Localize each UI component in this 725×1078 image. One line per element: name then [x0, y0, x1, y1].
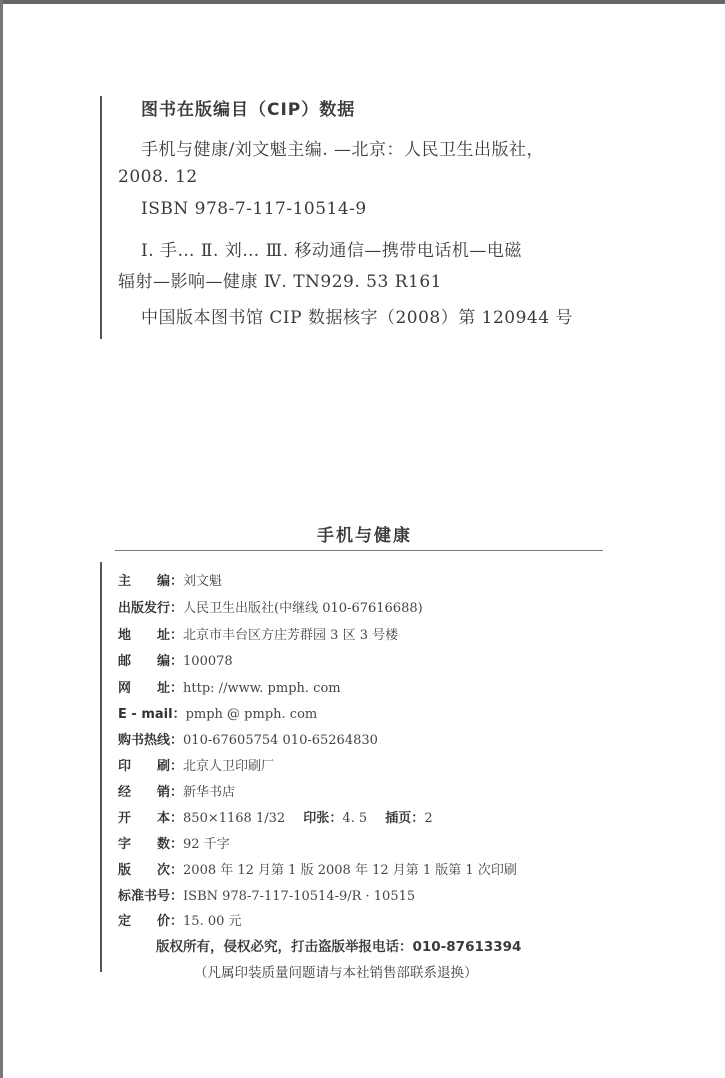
editor-value: 刘文魁	[183, 574, 223, 589]
sheets-value: 4. 5	[342, 811, 368, 826]
website-value: http: //www. pmph. com	[183, 681, 341, 696]
postcode-value: 100078	[183, 654, 233, 669]
info-row-standard-number: 标准书号：ISBN 978-7-117-10514-9/R · 10515	[118, 885, 415, 904]
address-label: 地 址	[118, 628, 171, 643]
info-left-rule	[100, 562, 102, 972]
info-row-words: 字 数：92 千字	[118, 833, 230, 852]
info-row-hotline: 购书热线：010-67605754 010-65264830	[118, 729, 378, 748]
copyright-notice: 版权所有，侵权必究，打击盗版举报电话：010-87613394	[156, 939, 522, 955]
cip-line-verification: 中国版本图书馆 CIP 数据核字（2008）第 120944 号	[141, 308, 573, 328]
cip-line-date: 2008. 12	[118, 167, 198, 187]
plates-value: 2	[424, 811, 433, 826]
price-value: 15. 00 元	[183, 914, 242, 929]
cip-left-rule	[100, 96, 102, 339]
info-row-format: 开 本：850×1168 1/32 印张：4. 5 插页：2	[118, 807, 433, 826]
distributor-label: 经 销	[118, 785, 171, 800]
sheets-label: 印张	[303, 811, 330, 826]
publisher-value: 人民卫生出版社(中继线 010-67616688)	[183, 601, 423, 616]
book-title: 手机与健康	[317, 526, 412, 546]
title-divider	[115, 550, 603, 551]
printer-label: 印 刷	[118, 759, 171, 774]
words-label: 字 数	[118, 837, 171, 852]
price-label: 定 价	[118, 914, 171, 929]
info-row-email: E - mail：pmph @ pmph. com	[118, 707, 318, 722]
editor-label: 主 编	[118, 574, 171, 589]
website-label: 网 址	[118, 681, 171, 696]
printer-value: 北京人卫印刷厂	[183, 759, 275, 774]
cip-line-classification-cont: 辐射—影响—健康 Ⅳ. TN929. 53 R161	[118, 272, 442, 292]
return-policy-note: （凡属印装质量问题请与本社销售部联系退换）	[194, 965, 478, 981]
hotline-label: 购书热线	[118, 733, 171, 748]
address-value: 北京市丰台区方庄芳群园 3 区 3 号楼	[183, 628, 399, 643]
page-left-border	[0, 0, 3, 1078]
info-row-printer: 印 刷：北京人卫印刷厂	[118, 755, 274, 774]
cip-line-isbn: ISBN 978-7-117-10514-9	[141, 199, 367, 219]
format-label: 开 本	[118, 811, 171, 826]
hotline-value: 010-67605754 010-65264830	[183, 733, 378, 748]
info-row-publisher: 出版发行：人民卫生出版社(中继线 010-67616688)	[118, 597, 423, 616]
info-row-edition: 版 次：2008 年 12 月第 1 版 2008 年 12 月第 1 版第 1 次印刷	[118, 859, 517, 878]
info-row-price: 定 价：15. 00 元	[118, 910, 242, 929]
publisher-label: 出版发行	[118, 601, 171, 616]
info-row-website: 网 址：http: //www. pmph. com	[118, 677, 341, 696]
info-row-distributor: 经 销：新华书店	[118, 781, 235, 800]
plates-label: 插页	[385, 811, 412, 826]
edition-label: 版 次	[118, 863, 171, 878]
std-number-value: ISBN 978-7-117-10514-9/R · 10515	[183, 889, 416, 904]
format-value: 850×1168 1/32	[183, 811, 286, 826]
postcode-label: 邮 编	[118, 654, 171, 669]
info-row-editor: 主 编：刘文魁	[118, 570, 222, 589]
cip-line-classification: Ⅰ. 手… Ⅱ. 刘… Ⅲ. 移动通信—携带电话机—电磁	[141, 241, 522, 261]
cip-line-title-author: 手机与健康/刘文魁主编. —北京：人民卫生出版社，	[141, 140, 545, 160]
email-label: E - mail	[118, 707, 173, 722]
cip-title: 图书在版编目（CIP）数据	[141, 100, 356, 120]
edition-value: 2008 年 12 月第 1 版 2008 年 12 月第 1 版第 1 次印刷	[183, 863, 517, 878]
info-row-postcode: 邮 编：100078	[118, 650, 233, 669]
words-value: 92 千字	[183, 837, 230, 852]
email-value: pmph @ pmph. com	[185, 707, 318, 722]
info-row-address: 地 址：北京市丰台区方庄芳群园 3 区 3 号楼	[118, 624, 398, 643]
distributor-value: 新华书店	[183, 785, 236, 800]
page-top-border	[0, 0, 725, 4]
std-number-label: 标准书号	[118, 889, 171, 904]
